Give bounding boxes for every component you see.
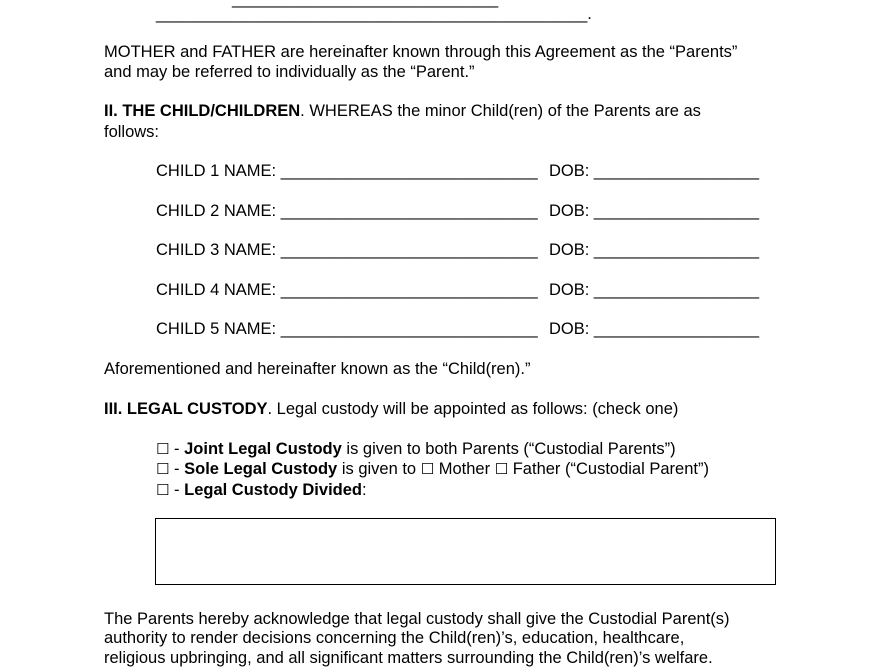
section-legal-custody-text: . Legal custody will be appointed as follows: (check one) <box>267 400 679 418</box>
child-3-dob-field[interactable]: DOB: __________________ <box>549 241 760 259</box>
joint-custody-description: is given to both Parents (“Custodial Parents”) <box>341 440 676 458</box>
sole-custody-checkbox[interactable]: ☐ <box>156 460 170 478</box>
father-checkbox[interactable]: ☐ <box>494 460 509 478</box>
option-dash: - <box>169 481 185 499</box>
custody-divided-text-box[interactable] <box>155 518 776 585</box>
option-sole-legal-custody <box>156 459 709 479</box>
section-legal-custody-heading: III. LEGAL CUSTODY <box>104 400 268 418</box>
child-4-dob-field[interactable]: DOB: __________________ <box>549 281 760 299</box>
option-dash: - <box>169 440 185 458</box>
divided-custody-label: Legal Custody Divided <box>184 481 362 499</box>
child-1-dob-field[interactable]: DOB: __________________ <box>549 162 760 180</box>
child-2-dob-field[interactable]: DOB: __________________ <box>549 202 760 220</box>
parents-paragraph-line1: MOTHER and FATHER are hereinafter known through this Agreement as the “Parents” <box>104 43 738 61</box>
divided-custody-checkbox[interactable]: ☐ <box>156 481 170 499</box>
joint-custody-checkbox[interactable]: ☐ <box>156 440 170 458</box>
option-joint-legal-custody <box>156 439 676 459</box>
child-5-name-field[interactable]: CHILD 5 NAME: ____________________________ <box>156 320 538 338</box>
divided-custody-colon: : <box>361 481 367 499</box>
acknowledgement-line2: authority to render decisions concerning the Child(ren)’s, education, healthcare, <box>104 629 685 647</box>
father-label: Father (“Custodial Parent”) <box>508 460 709 478</box>
sole-custody-description: is given to <box>337 460 421 478</box>
acknowledgement-line3: religious upbringing, and all significant matters surrounding the Child(ren)’s welfare. <box>104 649 713 667</box>
mother-checkbox[interactable]: ☐ <box>420 460 435 478</box>
joint-custody-label: Joint Legal Custody <box>184 440 342 458</box>
sole-custody-label: Sole Legal Custody <box>184 460 338 478</box>
section-children-heading: II. THE CHILD/CHILDREN <box>104 102 301 120</box>
child-2-name-field[interactable]: CHILD 2 NAME: ____________________________ <box>156 202 538 220</box>
child-1-name-field[interactable]: CHILD 1 NAME: ____________________________ <box>156 162 538 180</box>
child-4-name-field[interactable]: CHILD 4 NAME: ____________________________ <box>156 281 538 299</box>
child-3-name-field[interactable]: CHILD 3 NAME: ____________________________ <box>156 241 538 259</box>
acknowledgement-line1: The Parents hereby acknowledge that legal custody shall give the Custodial Parent(s) <box>104 610 730 628</box>
aforementioned-text: Aforementioned and hereinafter known as the “Child(ren).” <box>104 360 531 378</box>
section-children-text: . WHEREAS the minor Child(ren) of the Parents are as <box>300 102 701 120</box>
option-dash: - <box>169 460 185 478</box>
section-legal-custody-line <box>104 399 678 419</box>
parents-paragraph-line2: and may be referred to individually as the “Parent.” <box>104 63 475 81</box>
top-partial-line: _______________________________________________. <box>156 5 592 23</box>
section-children-line2: follows: <box>104 123 160 141</box>
mother-label: Mother <box>434 460 495 478</box>
child-5-dob-field[interactable]: DOB: __________________ <box>549 320 760 338</box>
section-children-line1 <box>104 101 701 121</box>
option-legal-custody-divided <box>156 480 367 500</box>
